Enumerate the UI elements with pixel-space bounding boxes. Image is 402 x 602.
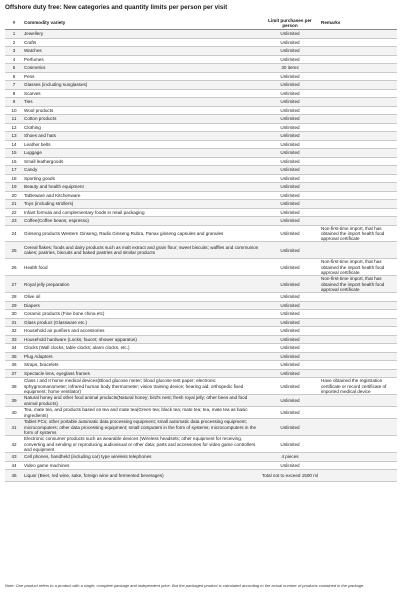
cell-number: 35 bbox=[5, 352, 23, 361]
cell-remarks bbox=[320, 436, 397, 453]
cell-remarks bbox=[320, 55, 397, 64]
cell-limit: Unlimited bbox=[260, 123, 320, 132]
cell-commodity: Tablet PCs; other portable automatic data processing equipment; small automatic data processing equipment; microcomputers; other data processing equipment; small computers in the form of systems; microcomputers in the form of systems bbox=[23, 419, 260, 436]
footnote: Note: One product refers to a product with a single, complete package and independent price. But the packaged product is calculated according to the actual number of products contained in the package. bbox=[5, 583, 365, 588]
cell-commodity: Ceramic products (Fine bone china etc) bbox=[23, 310, 260, 319]
cell-commodity: Shoes and hats bbox=[23, 132, 260, 141]
cell-commodity: Cell phones, handheld (including car) type wireless telephones bbox=[23, 453, 260, 462]
cell-remarks bbox=[320, 344, 397, 353]
cell-number: 40 bbox=[5, 407, 23, 419]
cell-limit: Unlimited bbox=[260, 98, 320, 107]
cell-remarks bbox=[320, 318, 397, 327]
cell-limit: Unlimited bbox=[260, 157, 320, 166]
cell-number: 9 bbox=[5, 98, 23, 107]
cell-limit: Unlimited bbox=[260, 344, 320, 353]
cell-number: 12 bbox=[5, 123, 23, 132]
cell-commodity: Toys (including strollers) bbox=[23, 200, 260, 209]
cell-commodity: Cereal flakes; foods and dairy products such as malt extract and grain flour; sweet biscuits; waffles and communion cakes; pastries, biscuits and baked pastries and similar products bbox=[23, 242, 260, 259]
cell-commodity: Glasses (including sunglasses) bbox=[23, 81, 260, 90]
cell-number: 8 bbox=[5, 89, 23, 98]
cell-commodity: Small leathergoods bbox=[23, 157, 260, 166]
page-title: Offshore duty free: New categories and quantity limits per person per visit bbox=[5, 4, 228, 11]
table-row bbox=[5, 200, 397, 209]
table-row bbox=[5, 132, 397, 141]
cell-number: 22 bbox=[5, 208, 23, 217]
table-header bbox=[5, 16, 397, 30]
cell-remarks bbox=[320, 293, 397, 302]
cell-number: 44 bbox=[5, 461, 23, 470]
cell-remarks bbox=[320, 183, 397, 192]
table-row bbox=[5, 81, 397, 90]
header-number: # bbox=[5, 16, 23, 30]
cell-remarks bbox=[320, 327, 397, 336]
table-row bbox=[5, 123, 397, 132]
cell-limit: Unlimited bbox=[260, 259, 320, 276]
cell-limit: Unlimited bbox=[260, 378, 320, 395]
cell-remarks bbox=[320, 301, 397, 310]
cell-remarks bbox=[320, 310, 397, 319]
cell-commodity: Glass product (Glassware etc.) bbox=[23, 318, 260, 327]
cell-commodity: Infant formula and complementary foods in retail packaging bbox=[23, 208, 260, 217]
cell-number: 31 bbox=[5, 318, 23, 327]
cell-commodity: Perfumes bbox=[23, 55, 260, 64]
table-row bbox=[5, 89, 397, 98]
table-row bbox=[5, 106, 397, 115]
cell-limit: Unlimited bbox=[260, 149, 320, 158]
cell-remarks bbox=[320, 47, 397, 56]
table-row bbox=[5, 318, 397, 327]
cell-limit: Unlimited bbox=[260, 461, 320, 470]
cell-remarks bbox=[320, 64, 397, 73]
table-row bbox=[5, 55, 397, 64]
cell-limit: Unlimited bbox=[260, 81, 320, 90]
cell-number: 27 bbox=[5, 276, 23, 293]
cell-remarks bbox=[320, 132, 397, 141]
table-row bbox=[5, 378, 397, 395]
table-row bbox=[5, 259, 397, 276]
table-row bbox=[5, 335, 397, 344]
cell-commodity: Household hardware (Locks; faucet; shower apparatus) bbox=[23, 335, 260, 344]
cell-commodity: Electronic consumer products such as wearable devices (Wireless headsets; other equipment for receiving, converting and sending or reproducing audiovisual or other data; parts and accessories for video game controllers and equipment bbox=[23, 436, 260, 453]
cell-number: 36 bbox=[5, 361, 23, 370]
cell-number: 1 bbox=[5, 30, 23, 39]
table-row bbox=[5, 344, 397, 353]
cell-commodity: Spectacle lens, eyeglass frames bbox=[23, 369, 260, 378]
cell-remarks bbox=[320, 72, 397, 81]
cell-limit: Unlimited bbox=[260, 436, 320, 453]
cell-limit: Unlimited bbox=[260, 318, 320, 327]
cell-commodity: Health food bbox=[23, 259, 260, 276]
cell-remarks bbox=[320, 461, 397, 470]
cell-commodity: Sporting goods bbox=[23, 174, 260, 183]
cell-commodity: Crafts bbox=[23, 38, 260, 47]
table-row bbox=[5, 327, 397, 336]
table-body bbox=[5, 30, 397, 482]
cell-number: 41 bbox=[5, 419, 23, 436]
cell-commodity: Royal jelly preparation bbox=[23, 276, 260, 293]
cell-commodity: Clothing bbox=[23, 123, 260, 132]
table-row bbox=[5, 149, 397, 158]
table-row bbox=[5, 225, 397, 242]
cell-remarks bbox=[320, 123, 397, 132]
cell-remarks bbox=[320, 149, 397, 158]
cell-number: 23 bbox=[5, 217, 23, 226]
cell-limit: Total not to exceed 1500 ml bbox=[260, 470, 320, 482]
cell-number: 45 bbox=[5, 470, 23, 482]
table-row bbox=[5, 242, 397, 259]
cell-limit: Unlimited bbox=[260, 352, 320, 361]
cell-remarks bbox=[320, 407, 397, 419]
cell-commodity: Liquor (Beer, red wine, sake, foreign wine and fermented beverages) bbox=[23, 470, 260, 482]
duty-free-table bbox=[5, 16, 397, 482]
cell-limit: Unlimited bbox=[260, 140, 320, 149]
table-row bbox=[5, 419, 397, 436]
table-row bbox=[5, 461, 397, 470]
cell-limit: Unlimited bbox=[260, 115, 320, 124]
cell-number: 13 bbox=[5, 132, 23, 141]
cell-commodity: Cotton products bbox=[23, 115, 260, 124]
table-row bbox=[5, 217, 397, 226]
cell-limit: Unlimited bbox=[260, 166, 320, 175]
header-commodity: Commodity variety bbox=[23, 16, 260, 30]
cell-remarks bbox=[320, 81, 397, 90]
cell-number: 18 bbox=[5, 174, 23, 183]
cell-remarks bbox=[320, 419, 397, 436]
cell-number: 42 bbox=[5, 436, 23, 453]
cell-remarks bbox=[320, 352, 397, 361]
cell-limit: Unlimited bbox=[260, 327, 320, 336]
cell-commodity: Plug Adapters bbox=[23, 352, 260, 361]
cell-limit: Unlimited bbox=[260, 55, 320, 64]
table-row bbox=[5, 191, 397, 200]
cell-number: 14 bbox=[5, 140, 23, 149]
cell-number: 32 bbox=[5, 327, 23, 336]
cell-limit: Unlimited bbox=[260, 419, 320, 436]
cell-commodity: Scarves bbox=[23, 89, 260, 98]
cell-remarks bbox=[320, 335, 397, 344]
cell-remarks bbox=[320, 157, 397, 166]
cell-remarks bbox=[320, 453, 397, 462]
cell-limit: 4 pieces bbox=[260, 453, 320, 462]
cell-remarks bbox=[320, 140, 397, 149]
cell-limit: Unlimited bbox=[260, 369, 320, 378]
cell-limit: Unlimited bbox=[260, 407, 320, 419]
table-row bbox=[5, 38, 397, 47]
cell-remarks bbox=[320, 361, 397, 370]
cell-commodity: Straps, bracelets bbox=[23, 361, 260, 370]
cell-commodity: Class I and II home medical devices(Blood glucose meter; blood glucose test paper; electronic sphygmomanometer; infrared human body thermometer; vision training device; hearing aid; orthopedic fixed equipment; home ventilator) bbox=[23, 378, 260, 395]
cell-limit: Unlimited bbox=[260, 208, 320, 217]
cell-number: 5 bbox=[5, 64, 23, 73]
cell-number: 17 bbox=[5, 166, 23, 175]
cell-number: 34 bbox=[5, 344, 23, 353]
table-row bbox=[5, 395, 397, 407]
table-row bbox=[5, 453, 397, 462]
table-row bbox=[5, 72, 397, 81]
cell-number: 30 bbox=[5, 310, 23, 319]
cell-remarks bbox=[320, 217, 397, 226]
cell-remarks bbox=[320, 470, 397, 482]
cell-remarks bbox=[320, 242, 397, 259]
table-row bbox=[5, 166, 397, 175]
cell-number: 25 bbox=[5, 242, 23, 259]
cell-commodity: Luggage bbox=[23, 149, 260, 158]
cell-limit: Unlimited bbox=[260, 72, 320, 81]
cell-remarks bbox=[320, 208, 397, 217]
header-row bbox=[5, 16, 397, 30]
table-row bbox=[5, 115, 397, 124]
cell-commodity: Leather belts bbox=[23, 140, 260, 149]
table-row bbox=[5, 293, 397, 302]
table-row bbox=[5, 276, 397, 293]
cell-limit: Unlimited bbox=[260, 276, 320, 293]
cell-number: 19 bbox=[5, 183, 23, 192]
cell-number: 26 bbox=[5, 259, 23, 276]
cell-number: 4 bbox=[5, 55, 23, 64]
cell-commodity: Cosmetics bbox=[23, 64, 260, 73]
cell-commodity: Video game machines bbox=[23, 461, 260, 470]
cell-number: 15 bbox=[5, 149, 23, 158]
cell-remarks bbox=[320, 191, 397, 200]
cell-commodity: Diapers bbox=[23, 301, 260, 310]
cell-commodity: Ginseng products Western Ginseng, Radix Ginseng Rubra, Panax ginseng capsules and granules bbox=[23, 225, 260, 242]
cell-commodity: Beauty and health equipment bbox=[23, 183, 260, 192]
cell-commodity: Coffee(Coffee beans; espresso) bbox=[23, 217, 260, 226]
table-row bbox=[5, 310, 397, 319]
cell-limit: Unlimited bbox=[260, 335, 320, 344]
cell-remarks bbox=[320, 166, 397, 175]
table-row bbox=[5, 98, 397, 107]
cell-number: 20 bbox=[5, 191, 23, 200]
cell-remarks bbox=[320, 30, 397, 39]
cell-remarks bbox=[320, 200, 397, 209]
cell-commodity: Tableware and Kitchenware bbox=[23, 191, 260, 200]
cell-limit: Unlimited bbox=[260, 200, 320, 209]
cell-commodity: Wool products bbox=[23, 106, 260, 115]
cell-commodity: Jewellery bbox=[23, 30, 260, 39]
cell-commodity: Clocks (Wall clocks; table clocks; alarm clocks, etc.) bbox=[23, 344, 260, 353]
cell-limit: Unlimited bbox=[260, 301, 320, 310]
cell-commodity: Natural honey and other food animal products(Natural honey; bird's nest; fresh royal jelly; other bees and food animal products) bbox=[23, 395, 260, 407]
table-row bbox=[5, 208, 397, 217]
table-row bbox=[5, 436, 397, 453]
cell-remarks bbox=[320, 369, 397, 378]
cell-limit: Unlimited bbox=[260, 30, 320, 39]
cell-limit: 30 items bbox=[260, 64, 320, 73]
cell-limit: Unlimited bbox=[260, 217, 320, 226]
cell-number: 33 bbox=[5, 335, 23, 344]
cell-remarks bbox=[320, 115, 397, 124]
cell-number: 24 bbox=[5, 225, 23, 242]
cell-commodity: Watches bbox=[23, 47, 260, 56]
cell-commodity: Candy bbox=[23, 166, 260, 175]
cell-remarks bbox=[320, 89, 397, 98]
cell-remarks bbox=[320, 395, 397, 407]
cell-remarks bbox=[320, 106, 397, 115]
cell-limit: Unlimited bbox=[260, 242, 320, 259]
table-row bbox=[5, 140, 397, 149]
cell-limit: Unlimited bbox=[260, 293, 320, 302]
cell-number: 16 bbox=[5, 157, 23, 166]
cell-commodity: Olive oil bbox=[23, 293, 260, 302]
cell-remarks: Have obtained the registration certificate or record certificate of imported medical device bbox=[320, 378, 397, 395]
cell-remarks bbox=[320, 174, 397, 183]
table-row bbox=[5, 352, 397, 361]
table-row bbox=[5, 47, 397, 56]
table-row bbox=[5, 301, 397, 310]
table-row bbox=[5, 64, 397, 73]
cell-limit: Unlimited bbox=[260, 89, 320, 98]
cell-limit: Unlimited bbox=[260, 38, 320, 47]
table-row bbox=[5, 369, 397, 378]
cell-limit: Unlimited bbox=[260, 191, 320, 200]
cell-number: 39 bbox=[5, 395, 23, 407]
cell-number: 7 bbox=[5, 81, 23, 90]
cell-commodity: Pens bbox=[23, 72, 260, 81]
cell-limit: Unlimited bbox=[260, 310, 320, 319]
cell-limit: Unlimited bbox=[260, 183, 320, 192]
table-row bbox=[5, 407, 397, 419]
cell-limit: Unlimited bbox=[260, 106, 320, 115]
cell-remarks: Non-first-time import, that has obtained the import health food approval certificate bbox=[320, 276, 397, 293]
table-row bbox=[5, 361, 397, 370]
cell-limit: Unlimited bbox=[260, 361, 320, 370]
cell-number: 6 bbox=[5, 72, 23, 81]
cell-remarks bbox=[320, 38, 397, 47]
table-row bbox=[5, 183, 397, 192]
cell-remarks bbox=[320, 98, 397, 107]
cell-limit: Unlimited bbox=[260, 225, 320, 242]
cell-remarks: Non-first-time import, that has obtained the import health food approval certificate bbox=[320, 225, 397, 242]
table-row bbox=[5, 30, 397, 39]
cell-limit: Unlimited bbox=[260, 132, 320, 141]
cell-number: 21 bbox=[5, 200, 23, 209]
cell-number: 28 bbox=[5, 293, 23, 302]
cell-number: 29 bbox=[5, 301, 23, 310]
cell-number: 2 bbox=[5, 38, 23, 47]
table-row bbox=[5, 174, 397, 183]
cell-commodity: Ties bbox=[23, 98, 260, 107]
cell-commodity: Household air purifiers and accessories bbox=[23, 327, 260, 336]
cell-remarks: Non-first-time import, that has obtained the import health food approval certificate bbox=[320, 259, 397, 276]
table-row bbox=[5, 470, 397, 482]
cell-limit: Unlimited bbox=[260, 174, 320, 183]
cell-number: 10 bbox=[5, 106, 23, 115]
header-remarks: Remarks bbox=[320, 16, 397, 30]
cell-number: 38 bbox=[5, 378, 23, 395]
cell-limit: Unlimited bbox=[260, 395, 320, 407]
cell-number: 3 bbox=[5, 47, 23, 56]
table-row bbox=[5, 157, 397, 166]
cell-commodity: Tea, mate tea, and products based on tea and mate tea(Green tea; black tea; mate tea; tea, mate tea as basic ingredients) bbox=[23, 407, 260, 419]
cell-limit: Unlimited bbox=[260, 47, 320, 56]
cell-number: 11 bbox=[5, 115, 23, 124]
cell-number: 37 bbox=[5, 369, 23, 378]
header-limit: Limit purchases per person bbox=[260, 16, 320, 30]
cell-number: 43 bbox=[5, 453, 23, 462]
